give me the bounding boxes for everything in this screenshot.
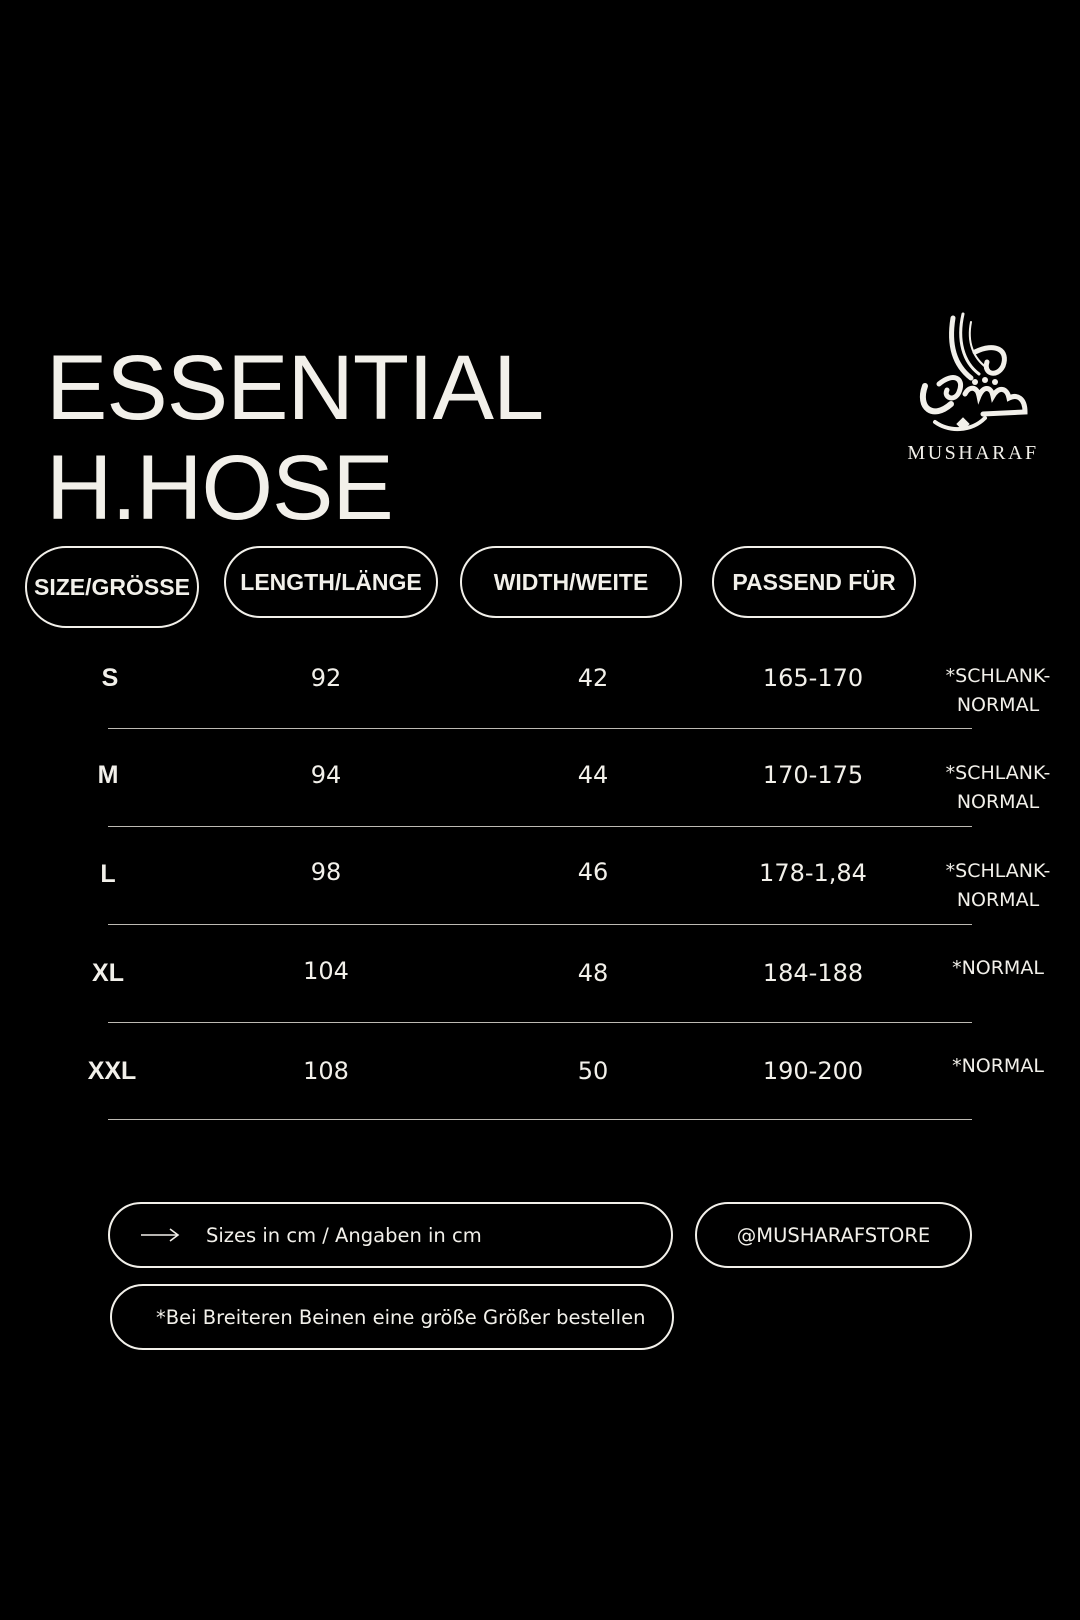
size-cell: M — [97, 761, 119, 789]
length-cell: 104 — [303, 957, 349, 985]
size-cell: XL — [92, 959, 124, 987]
fit-cell: 170-175 — [762, 761, 864, 789]
length-cell: 92 — [310, 664, 342, 692]
row-divider — [108, 1119, 972, 1120]
arabic-calligraphy-logo-icon — [913, 312, 1033, 440]
header-passend: PASSEND FÜR — [712, 546, 916, 618]
row-divider — [108, 728, 972, 729]
units-note — [108, 1202, 673, 1268]
units-text: Sizes in cm / Angaben in cm — [206, 1223, 482, 1247]
size-cell: XXL — [87, 1057, 137, 1085]
note-cell: *NORMAL — [952, 957, 1044, 979]
note-cell: *SCHLANK-NORMAL — [945, 762, 1051, 813]
width-cell: 46 — [577, 858, 609, 886]
size-cell: S — [101, 664, 119, 692]
header-size: SIZE/GRÖSSE — [25, 546, 199, 628]
note-cell: *SCHLANK-NORMAL — [945, 665, 1051, 716]
fit-cell: 190-200 — [762, 1057, 864, 1085]
fit-hint — [110, 1284, 674, 1350]
arrow-right-icon — [140, 1228, 180, 1242]
width-cell: 42 — [577, 664, 609, 692]
width-cell: 44 — [577, 761, 609, 789]
header-width: WIDTH/WEITE — [460, 546, 682, 618]
width-cell: 48 — [577, 959, 609, 987]
row-divider — [108, 924, 972, 925]
hint-text: *Bei Breiteren Beinen eine größe Größer bestellen — [156, 1305, 646, 1329]
row-divider — [108, 826, 972, 827]
row-divider — [108, 1022, 972, 1023]
handle-text: @MUSHARAFSTORE — [736, 1223, 931, 1247]
header-length: LENGTH/LÄNGE — [224, 546, 438, 618]
note-cell: *NORMAL — [952, 1055, 1044, 1077]
length-cell: 98 — [310, 858, 342, 886]
note-cell: *SCHLANK-NORMAL — [945, 860, 1051, 911]
title-line-2: H.HOSE — [46, 437, 393, 539]
instagram-handle[interactable] — [695, 1202, 972, 1268]
brand-name: MUSHARAF — [907, 442, 1039, 464]
length-cell: 94 — [310, 761, 342, 789]
fit-cell: 165-170 — [762, 664, 864, 692]
fit-cell: 178-1,84 — [759, 859, 867, 887]
width-cell: 50 — [577, 1057, 609, 1085]
brand-logo — [898, 312, 1048, 472]
size-cell: L — [100, 860, 116, 888]
title-line-1: ESSENTIAL — [46, 337, 544, 439]
fit-cell: 184-188 — [762, 959, 864, 987]
page-title — [46, 338, 543, 538]
length-cell: 108 — [303, 1057, 349, 1085]
